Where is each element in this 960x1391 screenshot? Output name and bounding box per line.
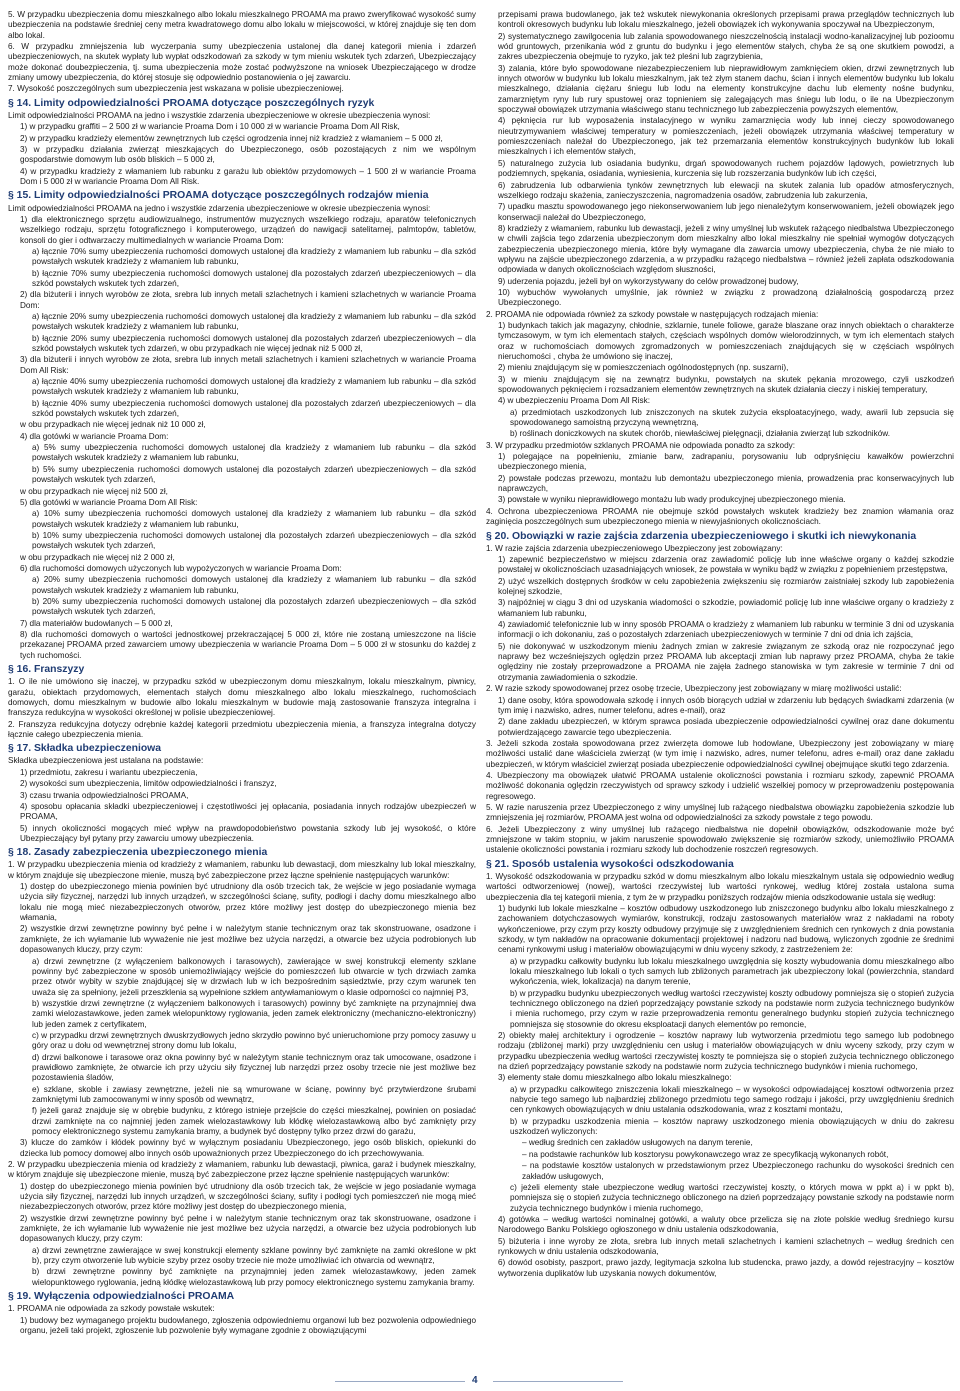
paragraph: 4) zawiadomić telefonicznie lub w inny sposób PROAMA o kradzieży z włamaniem lub rabunku w terminie 3 dni od uzyskania informacji o ich dokonaniu, zaś o pozostałych zdarzeniach ubezpieczeniowych w terminie 7 dni od dnia ich zajścia, <box>498 620 954 640</box>
paragraph: 3) najpóźniej w ciągu 3 dni od uzyskania wiadomości o szkodzie, powiadomić policję lub inne właściwe organy o kradzieży z włamaniem lub rabunku, <box>498 598 954 618</box>
paragraph: 4) gotówka – według wartości nominalnej gotówki, a waluty obce przelicza się na złote polskie według średniego kursu Narodowego Banku Polskiego ogłoszonego w dniu ustalenia odszkodowania, <box>498 1214 954 1235</box>
paragraph: a) drzwi zewnętrzne (z wyłączeniem balkonowych i tarasowych), zawierające w swej konstrukcji elementy szklane powinny być zabezpieczone w sposób uniemożliwiający wejście do pomieszczeń lub otwarcie w tych drzwiach zamka przez otwór wybity w szybie znajdującej się w drzwiach lub w ich bezpośrednim sąsiedztwie, przy czym warunek ten uważa się za spełniony, jeżeli przeszklenia są wypełnione szkłem antywłamaniowym o klasie odporności co najmniej P3, <box>32 956 476 997</box>
footer-rule-left <box>335 1381 465 1382</box>
paragraph: 4) sposobu opłacania składki ubezpieczeniowej i częstotliwości jej opłacania, posiadania innych rodzajów ubezpieczeń w PROAMA, <box>20 801 476 822</box>
paragraph: 5. W przypadku ubezpieczenia domu mieszkalnego albo lokalu mieszkalnego PROAMA ma prawo zweryfikować wysokość sumy ubezpieczenia na podstawie średniej ceny metra kwadratowego domu albo lokalu w miejscowości, w której znajduje się ten dom albo lokal. <box>8 10 476 40</box>
paragraph: 2) obiekty małej architektury i ogrodzenie – kosztów naprawy lub wytworzenia przedmiotu tego samego lub podobnego rodzaju (zbliżonej marki) przy uwzględnieniu cen usług i materiałów obowiązujących w dniu wyceny szkody, przy czym w przypadku ubezpieczenia według wartości rzeczywistej koszty te pomniejsza się o stopień zużycia technicznego obliczonego na dzień poprzedzający powstanie szkody na podstawie norm zużycia technicznego budynków i mienia ruchomego, <box>498 1031 954 1072</box>
paragraph: 4) w ubezpieczeniu Proama Dom All Risk: <box>498 396 650 406</box>
paragraph: 2. W przypadku ubezpieczenia mienia od kradzieży z włamaniem, rabunku lub dewastacji, piwnica, garaż i budynek mieszkalny, w którym znajduje się ubezpieczone mienie, muszą być zabezpieczone przez łączne spełnienie następujących warunków: <box>8 1160 476 1180</box>
paragraph: 5) nie dokonywać w uszkodzonym mieniu żadnych zmian w zakresie związanym ze szkodą oraz nie rozpoczynać jego naprawy bez wcześniejszych oględzin przez PROAMA lub akceptacji zmian lub naprawy przez PROAMA, chyba że takie oględziny nie zostały przeprowadzone a PROAMA nie zajęła żadnego stanowiska w tym zakresie w terminie 7 dni od otrzymania zawiadomienia o szkodzie. <box>498 641 954 682</box>
paragraph: Limit odpowiedzialności PROAMA na jedno i wszystkie zdarzenia ubezpieczeniowe w okresie ubezpieczenia wynosi: <box>8 110 431 120</box>
paragraph: 5) naturalnego zużycia lub osiadania budynku, drgań spowodowanych ruchem pojazdów lądowych, powietrznych lub podziemnych, spękania, osiadania, wyniesienia, kurczenia się lub rozszerzania budynków lub ich części, <box>498 158 954 179</box>
paragraph: Składka ubezpieczeniowa jest ustalana na podstawie: <box>8 756 204 766</box>
paragraph: – na podstawie kosztów ustalonych w przedstawionym przez Ubezpieczonego rachunku do wysokości średnich cen zakładów usługowych, <box>522 1161 954 1181</box>
paragraph: 4. Ubezpieczony ma obowiązek ułatwić PROAMA ustalenie okoliczności powstania i rozmiaru szkody, zapewnić PROAMA możliwość dokonania oględzin rzeczywistych od sprawcy szkody i udzielić wszelkiej pomocy w przeprowadzeniu postępowania regresowego. <box>486 770 954 801</box>
paragraph: 3) w mieniu znajdującym się na zewnątrz budynku, powstałych na skutek pękania mrozowego, czyli uszkodzeń spowodowanych pęknięciem i rozsadzaniem elementów zewnętrznych na skutek działania cieczy i niskiej temperatury, <box>498 374 954 395</box>
paragraph: 3) w przypadku działania zwierząt mieszkających do Ubezpieczonego, osób pozostających z nim we wspólnym gospodarstwie domowym lub osób bliskich – 5 000 zł, <box>20 144 476 165</box>
paragraph: 2. W razie szkody spowodowanej przez osobę trzecie, Ubezpieczony jest zobowiązany w miarę możliwości ustalić: <box>486 684 902 694</box>
paragraph: 5) biżuteria i inne wyroby ze złota, srebra lub innych metali szlachetnych i kamieni szlachetnych – według średnich cen rynkowych w dniu ustalenia odszkodowania, <box>498 1236 954 1256</box>
paragraph: 3) klucze do zamków i kłódek powinny być w wyłącznym posiadaniu Ubezpieczonego, jego osób bliskich, opiekunki do dziecka lub pomocy domowej albo innych osób upoważnionych przez Ubezpieczonego do ich przechowywania. <box>20 1138 476 1158</box>
right-column <box>486 10 954 1280</box>
paragraph: 3) powstałe w wyniku nieprawidłowego montażu lub wady produkcyjnej ubezpieczonego mienia. <box>498 495 846 505</box>
paragraph: 2) wysokości sum ubezpieczenia, limitów odpowiedzialności i franszyz, <box>20 779 277 789</box>
paragraph: 1) dostęp do ubezpieczonego mienia powinien być utrudniony dla osób trzecich tak, że wejście w jego posiadanie wymaga użycia siły fizycznej, narzędzi lub innych urządzeń, w szczególności ściany, sufity i podłogi tych pomieszczeń nie mogą mieć niezabezpieczonych otworów, przez które możliwy jest dostęp do ubezpieczonego mienia, <box>20 1181 476 1212</box>
section-heading: § 20. Obowiązki w razie zajścia zdarzenia ubezpieczeniowego i skutki ich niewykonania <box>486 530 917 542</box>
paragraph: c) jeżeli elementy stałe ubezpieczone według wartości rzeczywistej koszty, o których mowa w ppkt a) i w ppkt b), pomniejsza się o stopień zużycia technicznego obliczonego na dzień poprzedzający powstanie szkody na podstawie norm zużycia technicznego budynków i mienia ruchomego, <box>510 1182 954 1213</box>
paragraph: 1. W razie zajścia zdarzenia ubezpieczeniowego Ubezpieczony jest zobowiązany: <box>486 543 783 553</box>
paragraph: 1) zapewnić bezpieczeństwo w miejscu zdarzenia oraz zawiadomić policję lub inne właściwe organy o każdej szkodzie powstałej w okolicznościach uzasadniających wniosek, że powstała w wyniku bądź w związku z popełnieniem przestępstwa, <box>498 555 954 575</box>
paragraph: 8) dla ruchomości domowych o wartości jednostkowej przekraczającej 5 000 zł, które nie zostaną umieszczone na liście przekazanej PROAMA przed zawarciem umowy ubezpieczenia w wariancie Proama Dom – 5 000 zł w stosunku do każdej z tych ruchomości. <box>20 629 476 660</box>
paragraph: 1) budynki lub lokale mieszkalne – kosztów odbudowy uszkodzonego lub zniszczonego budynku albo lokalu mieszkalnego z zachowaniem dotychczasowych wymiarów, konstrukcji, rodzaju zastosowanych materiałów wraz z nakładami na roboty wykończeniowe, przy czym przy koszty odbudowy przyjmuje się z uwzględnieniem średnich cen rynkowych z dnia powstania szkody, w tym nakładów na opracowanie dokumentacji projektowej i nadzoru nad budową, wyliczonych zgodnie ze średnimi cenami rynkowymi usług i materiałów obowiązującymi w dniu wyceny szkody, z zastrzeżeniem że: <box>498 903 954 955</box>
paragraph: 1) budynkach takich jak magazyny, chłodnie, szklarnie, tunele foliowe, garaże blaszane oraz innych obiektach o charakterze tymczasowym, w tym ich elementach stałych, częściach wspólnych domów wielorodzinnych, w tym ich elementach stałych oraz w ruchomościach domowych zgromadzonych w pomieszczeniach znajdujących się w częściach wspólnych nieruchomości , chyba że umówiono się inaczej, <box>498 320 954 361</box>
paragraph: b) 5% sumy ubezpieczenia ruchomości domowych ustalonej dla pozostałych zdarzeń ubezpieczeniowych – dla szkód powstałych wskutek tych zdarzeń, <box>32 464 476 485</box>
paragraph: b) 20% sumy ubezpieczenia ruchomości domowych ustalonej dla pozostałych zdarzeń ubezpieczeniowych – dla szkód powstałych wskutek tych zdarzeń, <box>32 596 476 617</box>
paragraph: w obu przypadkach nie więcej niż 2 000 zł, <box>20 552 175 562</box>
section-heading: § 21. Sposób ustalenia wysokości odszkodowania <box>486 858 734 870</box>
paragraph: 2) w przypadku kradzieży elementów zewnętrznych lub części ogrodzenia innej niż kradzież z włamaniem – 5 000 zł, <box>20 133 443 143</box>
paragraph: e) szklane, skoble i zawiasy zewnętrzne, jeżeli nie są wmurowane w ścianę, powinny być przytwierdzone śrubami zamkniętymi lub zamocowanymi w inny sposób od wewnątrz, <box>32 1084 476 1104</box>
paragraph: 3. Jeżeli szkoda została spowodowana przez zwierzęta domowe lub hodowlane, Ubezpieczony jest zobowiązany w miarę możliwości ustalić dane właściciela zwierząt (w tym imię i nazwisko, adres, numer telefonu, adres e-mail) oraz dane zakładu ubezpieczeń, w którym właściciel zwierząt posiada ubezpieczenie odpowiedzialności cywilnej obejmujące skutki tego zdarzenia. <box>486 738 954 769</box>
paragraph: 6. W przypadku zmniejszenia lub wyczerpania sumy ubezpieczenia ustalonej dla danej kategorii mienia i zdarzeń ubezpieczeniowych, na skutek wypłaty lub wypłat odszkodowań za szkody w tym mieniu wskutek tych zdarzeń, Ubezpieczający może dokonać doubezpieczenia, tj. suma ubezpieczenia może zostać podwyższone na wniosek Ubezpieczającego w drodze zmiany umowy ubezpieczenia, do której stosuje się odpowiednio postanowienia o jej zawarciu. <box>8 42 476 83</box>
paragraph: w obu przypadkach nie więcej niż 500 zł, <box>20 486 168 496</box>
paragraph: 10) wybuchów wywołanych umyślnie, jak również w związku z prowadzoną działalnością gospodarczą przez Ubezpieczonego. <box>498 287 954 308</box>
paragraph: 4. Ochrona ubezpieczeniowa PROAMA nie obejmuje szkód powstałych wskutek kradzieży bez znamion włamania oraz zaginięcia poszczególnych sum ubezpieczonego mienia w niewyjaśnionych okolicznościach. <box>486 506 954 527</box>
paragraph: Limit odpowiedzialności PROAMA na jedno i wszystkie zdarzenia ubezpieczeniowe w okresie ubezpieczenia wynosi: <box>8 203 431 213</box>
page-footer <box>0 1375 960 1389</box>
paragraph: a) 5% sumy ubezpieczenia ruchomości domowych ustalonej dla kradzieży z włamaniem lub rabunku – dla szkód powstałych wskutek kradzieży z włamaniem lub rabunku, <box>32 443 476 463</box>
paragraph: 2) wszystkie drzwi zewnętrzne powinny być pełne i w należytym stanie technicznym oraz tak skonstruowane, osadzone i zamknięte, że ich wyłamanie lub wyważenie nie jest możliwe bez użycia narzędzi, a otwarcie bez użycia podrobionych lub dopasowanych kluczy, przy czym: <box>20 1213 476 1244</box>
paragraph: 1) budowy bez wymaganego projektu budowlanego, zgłoszenia odpowiedniemu organowi lub bez pozwolenia odpowiedniego organu, jeżeli taki projekt, zgłoszenie lub pozwolenie były wymagane zgodnie z obowiązującymi <box>20 1315 476 1336</box>
paragraph: 8) kradzieży z włamaniem, rabunku lub dewastacji, jeżeli z winy umyślnej lub wskutek rażącego niedbalstwa Ubezpieczonego w chwili zajścia tego zdarzenia ubezpieczonym dom mieszkalny albo lokal mieszkalny nie spełniał wymogów dotyczących zabezpieczenia ubezpieczonego mienia, które były wymagane dla zawarcia umowy ubezpieczenia, chyba że nie miało to wpływu na zajście ubezpieczonego zdarzenia, a w przypadku rażącego niedbalstwa – również jeżeli zapłata odszkodowania odpowiada w danych okolicznościach względom słuszności, <box>498 223 954 275</box>
paragraph: 6) zabrudzenia lub odbarwienia tynków zewnętrznych lub elewacji na skutek zalania lub opadów atmosferycznych, wszelkiego rodzaju skażenia, zanieczyszczenia, nagromadzenia osadów, zabrudzenia lub zakurzenia, <box>498 180 954 200</box>
paragraph: a) łącznie 70% sumy ubezpieczenia ruchomości domowych ustalonej dla kradzieży z włamaniem lub rabunku – dla szkód powstałych wskutek kradzieży z włamaniem lub rabunku, <box>32 246 476 267</box>
paragraph: a) łącznie 20% sumy ubezpieczenia ruchomości domowych ustalonej dla kradzieży z włamaniem lub rabunku – dla szkód powstałych wskutek kradzieży z włamaniem lub rabunku, <box>32 312 476 332</box>
paragraph: 2. PROAMA nie odpowiada również za szkody powstałe w następujących rodzajach mienia: <box>486 309 819 319</box>
paragraph: 1. Wysokość odszkodowania w przypadku szkód w domu mieszkalnym albo lokalu mieszkalnym ustala się odpowiednio według wartości odtworzeniowej (nowej), wartości rzeczywistej lub wartości rynkowej, według której została ustalona suma ubezpieczenia dla tej kategorii mienia, z tym że w przypadku poniższych rodzajów mienia odszkodowanie ustala się według: <box>486 871 954 902</box>
paragraph: 5. W razie naruszenia przez Ubezpieczonego z winy umyślnej lub rażącego niedbalstwa obowiązku zapobieżenia szkodzie lub zmniejszenia jej rozmiarów, PROAMA jest wolna od odpowiedzialności za szkody powstałe z tego powodu. <box>486 802 954 823</box>
paragraph: 2) dane zakładu ubezpieczeń, w którym sprawca posiada ubezpieczenie odpowiedzialności cywilnej oraz dane dokumentu potwierdzającego zawarcie tego ubezpieczenia. <box>498 717 954 737</box>
paragraph: a) przedmiotach uszkodzonych lub zniszczonych na skutek zużycia eksploatacyjnego, wady, awarii lub zepsucia się spowodowanego samoistną przyczyną wewnętrzną, <box>510 407 954 428</box>
paragraph: 2) powstałe podczas przewozu, montażu lub demontażu ubezpieczonego mienia, prowadzenia prac konserwacyjnych lub naprawczych, <box>498 473 954 494</box>
paragraph: – według średnich cen zakładów usługowych na danym terenie, <box>522 1138 753 1148</box>
left-column <box>8 10 476 1337</box>
paragraph: a) drzwi zewnętrzne zawierające w swej konstrukcji elementy szklane powinny być zamknięte na zamki określone w pkt b), przy czym otworzenie lub wybicie szyby przez osoby trzecie nie może umożliwiać ich otwarcia od wewnątrz, <box>32 1245 476 1266</box>
paragraph: 3. W przypadku przedmiotów szklanych PROAMA nie odpowiada ponadto za szkody: <box>486 440 796 450</box>
paragraph: 5) innych okoliczności mogących mieć wpływ na prawdopodobieństwo powstania szkody lub jej wysokość, o które Ubezpieczający był pytany przy zawarciu umowy ubezpieczenia. <box>20 823 476 843</box>
paragraph: 3) dla biżuterii i innych wyrobów ze złota, srebra lub innych metali szlachetnych i kamieni szlachetnych w wariancie Proama Dom All Risk: <box>20 355 476 375</box>
paragraph: 6) dowód osobisty, paszport, prawo jazdy, legitymacja szkolna lub studencka, prawo jazdy, a dowód rejestracyjny – kosztów wytworzenia duplikatów lub uzyskania nowych dokumentów, <box>498 1258 954 1278</box>
paragraph: b) 10% sumy ubezpieczenia ruchomości domowych ustalonej dla pozostałych zdarzeń ubezpieczeniowych – dla szkód powstałych wskutek tych zdarzeń, <box>32 530 476 551</box>
paragraph: 1) w przypadku graffiti – 2 500 zł w wariancie Proama Dom i 10 000 zł w wariancie Proama Dom All Risk, <box>20 122 400 132</box>
paragraph: 1) dostęp do ubezpieczonego mienia powinien być utrudniony dla osób trzecich tak, że wejście w jego posiadanie wymaga użycia siły fizycznej, narzędzi lub innych urządzeń, w szczególności ścianę, sufity, podłogi i dachy domu mieszkalnego albo lokalu nie mogą mieć niezabezpieczonych otworów, przez które możliwy jest dostęp do ubezpieczonego mienia bez włamania, <box>20 882 476 923</box>
paragraph: b) w przypadku budynku ubezpieczonych według wartości rzeczywistej koszty odbudowy pomniejsza się o stopień zużycia technicznego obliczonego na dzień poprzedzający powstanie szkody na podstawie norm zużycia technicznego budynków i mienia ruchomego, przy czym w razie przeprowadzenia remontu generalnego budynku stopień zużycia technicznego pomniejsza się stosownie do okresu eksploatacji danych elementów po remoncie, <box>510 988 954 1029</box>
paragraph: 7. Wysokość poszczególnych sum ubezpieczenia jest wskazana w polisie ubezpieczeniowej. <box>8 84 344 94</box>
paragraph: 9) uderzenia pojazdu, jeżeli był on wykorzystywany do celów prowadzonej budowy, <box>498 276 799 286</box>
paragraph: 1) dla elektronicznego sprzętu audiowizualnego, instrumentów muzycznych wszelkiego rodzaju, aparatów telefonicznych wszelkiego rodzaju, sprzętu fotograficznego i komputerowego, urządzeń do nawigacji satelitarnej, palmtopów, tabletów, konsoli do gier i odtwarzaczy multimedialnych w wariancie Proama Dom: <box>20 214 476 245</box>
paragraph: 2) systematycznego zawilgocenia lub zalania spowodowanego nieszczelnością instalacji wodno-kanalizacyjnej lub pozioomu wód gruntowych, przenikania wód z gruntu do budynku i jego elementów stałych, chyba że są one skutkiem powodzi, a zakres ubezpieczenia obejmuje to ryzyko, jak też pleśni lub zagrzybienia, <box>498 31 954 62</box>
paragraph: 1) przedmiotu, zakresu i wariantu ubezpieczenia, <box>20 767 198 777</box>
paragraph: 4) w przypadku kradzieży z włamaniem lub rabunku z garażu lub obiektów przydomowych – 1 500 zł w wariancie Proama Dom i 5 000 zł w wariancie Proama Dom All Risk. <box>20 166 476 187</box>
paragraph: 7) dla materiałów budowlanych – 5 000 zł, <box>20 618 173 628</box>
paragraph: 3) zalania, które było spowodowane niezabezpieczeniem lub nieprawidłowym zamknięciem okien, drzwi zewnętrznych lub innych otworów w budynku lub lokalu mieszkalnym, jak też złym stanem dachu, ścian i innych elementów budynku lub lokalu mieszkalnego, działania ciężaru śniegu lub lodu na elementy konstrukcyjne dachu lub elementy nośne budynku, zamarzniętym ryny lub rury spustowej oraz topnieniem się zalegających mas śniegu lub lodu, o ile na Ubezpieczonym spoczywał obowiązek utrzymania właściwego stanu technicznego lub zabezpieczenia powyższych elementów, <box>498 63 954 115</box>
paragraph: 2) mieniu znajdującym się w pomieszczeniach ogólnodostępnych (np. suszarni), <box>498 363 789 373</box>
paragraph: a) w przypadku całkowity budynku lub lokalu mieszkalnego uwzględnia się koszty wybudowania domu mieszkalnego albo lokalu mieszkalnego lub lokali o tych samych lub zbliżonych parametrach jak ubezpieczony lokal (powierzchnia, standard wykończenia, wiek, lokalizacja) na danym terenie, <box>510 956 954 987</box>
paragraph: 5) dla gotówki w wariancie Proama Dom All Risk: <box>20 497 198 507</box>
section-heading: § 14. Limity odpowiedzialności PROAMA dotyczące poszczególnych ryzyk <box>8 97 375 109</box>
paragraph: 1) dane osoby, która spowodowała szkodę i innych osób biorących udział w zdarzeniu lub będących świadkami zdarzenia (w tym imię i nazwisko, adres, numer telefonu, adres e-mail), oraz <box>498 695 954 715</box>
paragraph: b) łącznie 20% sumy ubezpieczenia ruchomości domowych ustalonej dla pozostałych zdarzeń ubezpieczeniowych – dla szkód powstałych wskutek tych zdarzeń, w obu przypadkach nie więcej jednak niż 5 000 zł, <box>32 333 476 354</box>
paragraph: d) drzwi balkonowe i tarasowe oraz okna powinny być w należytym stanie technicznym oraz tak umocowane, osadzone i prawidłowo zamknięte, że otwarcie ich przy użyciu siły fizycznej lub narzędzi przez osoby trzecie nie jest możliwe bez pozostawienia śladów, <box>32 1052 476 1083</box>
section-heading: § 19. Wyłączenia odpowiedzialności PROAMA <box>8 1291 235 1303</box>
paragraph: 4) pęknięcia rur lub wyposażenia instalacyjnego w wyniku zamarznięcia wody lub innej cieczy spowodowanego nieutrzymywaniem właściwej temperatury w pomieszczeniach, jeżeli obowiązek utrzymania właściwej temperatury w pomieszczeniach należał do Ubezpieczonego, jak też przemarzania elementów konstrukcyjnych budynków lub lokali mieszkalnych i ich elementów stałych, <box>498 116 954 157</box>
paragraph: b) łącznie 70% sumy ubezpieczenia ruchomości domowych ustalonej dla pozostałych zdarzeń ubezpieczeniowych – dla szkód powstałych wskutek tych zdarzeń, <box>32 268 476 288</box>
paragraph: przepisami prawa budowlanego, jak też wskutek niewykonania określonych przepisami prawa przeglądów technicznych lub kontroli okresowych budynku lub lokalu mieszkalnego, jeżeli obowiązek ich wykonywania spoczywał na Ubezpieczonym, <box>498 10 954 30</box>
paragraph: a) 10% sumy ubezpieczenia ruchomości domowych ustalonej dla kradzieży z włamaniem lub rabunku – dla szkód powstałych wskutek kradzieży z włamaniem lub rabunku, <box>32 509 476 529</box>
paragraph: 3) elementy stałe domu mieszkalnego albo lokalu mieszkalnego: <box>498 1073 732 1083</box>
paragraph: a) 20% sumy ubezpieczenia ruchomości domowych ustalonej dla kradzieży z włamaniem lub rabunku – dla szkód powstałych wskutek kradzieży z włamaniem lub rabunku, <box>32 575 476 595</box>
paragraph: 1. W przypadku ubezpieczenia mienia od kradzieży z włamaniem, rabunku lub dewastacji, dom mieszkalny lub lokal mieszkalny, w którym znajduje się ubezpieczone mienie, muszą być zabezpieczone przez łączne spełnienie następujących warunków: <box>8 860 476 880</box>
paragraph: – na podstawie rachunków lub kosztorysu powykonawczego wraz ze specyfikacją wykonanych robót, <box>522 1149 889 1159</box>
paragraph: c) w przypadku drzwi zewnętrznych dwuskrzydłowych jedno skrzydło powinno być unieruchomione przy pomocy zasuwy u góry oraz u dołu od wewnętrznej strony domu lub lokalu, <box>32 1030 476 1051</box>
paragraph: b) wszystkie drzwi zewnętrzne (z wyłączeniem balkonowych i tarasowych) powinny być zamknięte na przynajmniej dwa zamki wielozastawkowe, jeden zamek wielopunktowy ryglowania, jeden zamek elektroniczny (mechaniczno-elektroniczny) lub jeden zamek z certyfikatem, <box>32 998 476 1029</box>
paragraph: b) drzwi zewnętrzne powinny być zamknięte na przynajmniej jeden zamek wielozastawkowy, jeden zamek wielopunktowego ryglowania, jedną kłódkę wielozastawkową lub przy pomocy elektronicznego systemu zamykania bramy. <box>32 1267 476 1287</box>
paragraph: 2) użyć wszelkich dostępnych środków w celu zapobieżenia zwiększeniu się rozmiarów zaistniałej szkody lub zapobieżenia kolejnej szkodzie, <box>498 576 954 597</box>
paragraph: w obu przypadkach nie więcej jednak niż 10 000 zł, <box>20 420 206 430</box>
page-number: 4 <box>472 1375 478 1386</box>
paragraph: 7) upadku masztu spowodowanego jego niekonserwowaniem lub jego nienależytym konserwowaniem, jeżeli obowiązek jego konserwacji należał do Ubezpieczonego, <box>498 202 954 222</box>
paragraph: 2) wszystkie drzwi zewnętrzne powinny być pełne i w należytym stanie technicznym oraz tak skonstruowane, osadzone i zamknięte, że ich wyłamanie lub wyważenie nie jest możliwe bez użycia narzędzi, a otwarcie bez użycia podrobionych lub dopasowanych kluczy, przy czym: <box>20 924 476 955</box>
paragraph: 2. Franszyza redukcyjna dotyczy odrębnie każdej kategorii przedmiotu ubezpieczenia mienia, a franszyza integralna dotyczy łącznie całego ubezpieczenia mienia. <box>8 719 476 739</box>
paragraph: a) w przypadku całkowitego zniszczenia lokali mieszkalnego – w wysokości odpowiadającej kosztowi odtworzenia przez nabycie tego samego lub najbardziej zbliżonego przedmiotu tego samego rodzaju i jakości, przy uwzględnieniu średnich cen rynkowych obowiązujących w dniu ustalania odszkodowania, wraz z kosztami montażu, <box>510 1084 954 1115</box>
section-heading: § 15. Limity odpowiedzialności PROAMA dotyczące poszczególnych rodzajów mienia <box>8 190 429 202</box>
paragraph: 2) dla biżuterii i innych wyrobów ze złota, srebra lub innych metali szlachetnych i kamieni szlachetnych w wariancie Proama Dom: <box>20 290 476 310</box>
section-heading: § 17. Składka ubezpieczeniowa <box>8 743 162 755</box>
paragraph: b) w przypadku uszkodzenia mienia – kosztów naprawy uszkodzonego mienia obowiązujących w dniu do zakresu uszkodzeń wyliczonych: <box>510 1116 954 1137</box>
footer-rule-right <box>493 1381 623 1382</box>
section-heading: § 16. Franszyzy <box>8 664 85 675</box>
paragraph: b) roślinach doniczkowych na skutek chorób, niewłaściwej pielęgnacji, działania zwierząt lub szkodników. <box>510 429 890 439</box>
paragraph: f) jeżeli garaż znajduje się w obrębie budynku, z którego istnieje przejście do części mieszkalnej, powinien on posiadać drzwi zamknięte na co najmniej jeden zamek wielozastawkowy lub kłódkę wielozastawkową albo być zamknięty przy pomocy elektronicznego systemu zamykania bramy, a budynek być dostępny tylko przez drzwi do garażu, <box>32 1106 476 1137</box>
paragraph: 1. PROAMA nie odpowiada za szkody powstałe wskutek: <box>8 1304 215 1314</box>
paragraph: 1. O ile nie umówiono się inaczej, w przypadku szkód w ubezpieczonym domu mieszkalnym, lokalu mieszkalnym, piwnicy, garażu, obiektach przydomowych, elementach stałych domu mieszkalnego albo lokalu mieszkalnego, ruchomościach domowych, domu mieszkalnym w budowie albo lokalu mieszkalnym w budowie mają zastosowanie franszyza integralna i franszyza redukcyjna w wysokości określonej w polisie ubezpieczeniowej. <box>8 677 476 718</box>
paragraph: 3) czasu trwania odpowiedzialności PROAMA, <box>20 790 189 800</box>
paragraph: a) łącznie 40% sumy ubezpieczenia ruchomości domowych ustalonej dla kradzieży z włamaniem lub rabunku – dla szkód powstałych wskutek kradzieży z włamaniem lub rabunku, <box>32 377 476 397</box>
paragraph: 6) dla ruchomości domowych użyczonych lub wypożyczonych w wariancie Proama Dom: <box>20 563 342 573</box>
paragraph: b) łącznie 40% sumy ubezpieczenia ruchomości domowych ustalonej dla pozostałych zdarzeń ubezpieczeniowych – dla szkód powstałych wskutek tych zdarzeń, <box>32 398 476 419</box>
paragraph: 4) dla gotówki w wariancie Proama Dom: <box>20 431 169 441</box>
paragraph: 6. Jeżeli Ubezpieczony z winy umyślnej lub rażącego niedbalstwa nie dopełnił obowiązków, odszkodowanie może być zmniejszone w takim stopniu, w jakim naruszenie spowodowało zwiększenie się rozmiarów szkody, uniemożliwiło PROAMA ustalenie okoliczności powstania i rozmiaru szkody lub dochodzenie roszczeń regresowych. <box>486 824 954 855</box>
section-heading: § 18. Zasady zabezpieczenia ubezpieczonego mienia <box>8 847 268 859</box>
paragraph: 1) polegające na popełnieniu, zmianie barw, zadrapaniu, porysowaniu lub odpryśnięciu kawałków powierzchni ubezpieczonego mienia, <box>498 452 954 472</box>
